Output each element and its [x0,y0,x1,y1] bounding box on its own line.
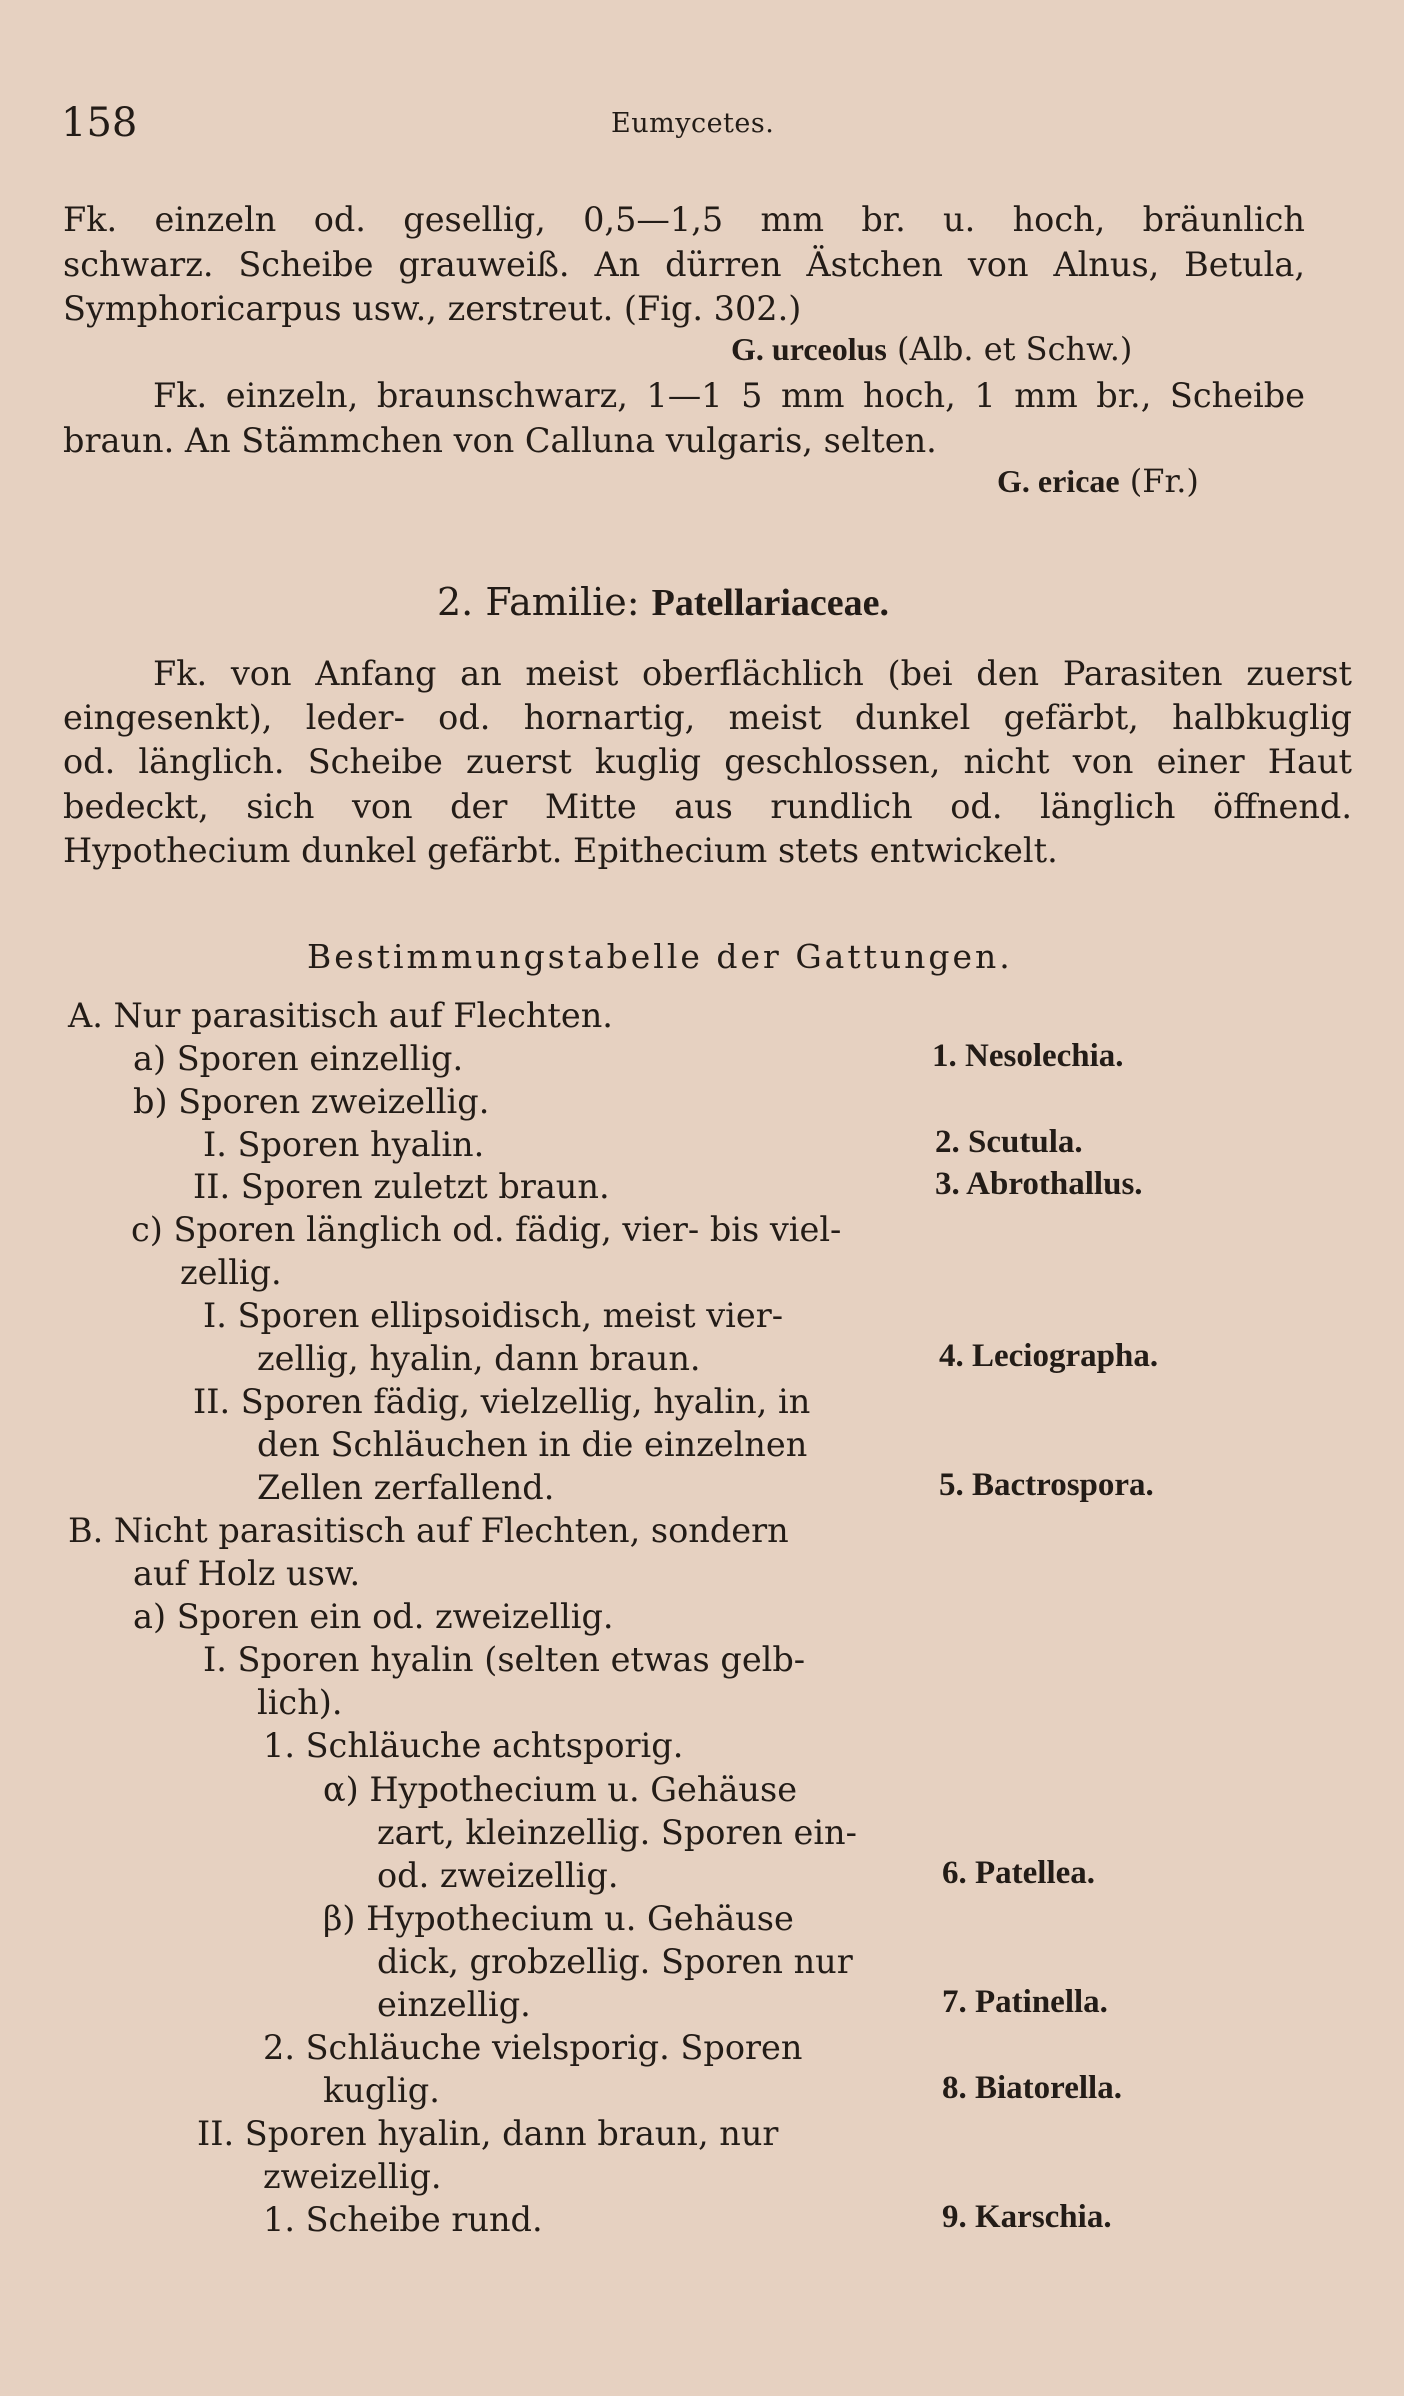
key-line: den Schläuchen in die einzelnen [257,1425,808,1464]
key-line: II. Sporen zuletzt braun. [193,1167,610,1206]
genus-result: 8. Biatorella. [942,2070,1122,2106]
key-line: dick, grobzellig. Sporen nur [377,1942,853,1981]
key-line: a) Sporen einzellig. [133,1039,464,1078]
family-desc-line-4: bedeckt, sich von der Mitte aus rundlich od. länglich öffnend. [63,787,1352,826]
key-line: I. Sporen ellipsoidisch, meist vier- [203,1296,784,1335]
species-genus: G. ericae [997,463,1120,499]
key-line: I. Sporen hyalin. [203,1125,485,1164]
entry-2-line-1: Fk. einzeln, braunschwarz, 1—1 5 mm hoch, 1 mm br., Scheibe [153,376,1305,415]
key-line: kuglig. [323,2071,440,2110]
family-desc-line-5: Hypothecium dunkel gefärbt. Epithecium stets entwickelt. [63,831,1058,870]
genus-result: 6. Patellea. [942,1855,1096,1891]
family-desc-line-2: eingesenkt), leder- od. hornartig, meist dunkel gefärbt, halbkuglig [63,698,1352,737]
entry-1-line-2: schwarz. Scheibe grauweiß. An dürren Ästchen von Alnus, Betula, [63,245,1305,284]
key-line: zellig, hyalin, dann braun. [257,1339,701,1378]
key-line: 1. Schläuche achtsporig. [263,1726,684,1765]
genus-result: 9. Karschia. [942,2199,1112,2235]
genus-result: 5. Bactrospora. [939,1467,1154,1503]
species-author: (Alb. et Schw.) [897,330,1133,368]
key-line: B. Nicht parasitisch auf Flechten, sondern [68,1511,789,1550]
family-desc-line-3: od. länglich. Scheibe zuerst kuglig geschlossen, nicht von einer Haut [63,742,1352,781]
entry-1-line-3: Symphoricarpus usw., zerstreut. (Fig. 302.) [63,289,802,328]
genus-result: 2. Scutula. [935,1124,1083,1160]
species-urceolus [731,330,1132,368]
key-line: zweizellig. [263,2157,442,2196]
genus-result: 7. Patinella. [942,1984,1108,2020]
key-line: zellig. [180,1253,282,1292]
key-line: α) Hypothecium u. Gehäuse [323,1770,798,1809]
genus-result: 3. Abrothallus. [935,1166,1143,1202]
family-heading [437,580,889,625]
key-line: β) Hypothecium u. Gehäuse [323,1899,794,1938]
key-line: Zellen zerfallend. [257,1468,555,1507]
family-prefix: 2. Familie: [437,580,640,624]
key-line: einzellig. [377,1985,531,2024]
family-desc-line-1: Fk. von Anfang an meist oberflächlich (bei den Parasiten zuerst [153,654,1352,693]
species-genus: G. urceolus [731,331,887,367]
entry-2-line-2: braun. An Stämmchen von Calluna vulgaris, selten. [63,421,937,460]
key-line: auf Holz usw. [133,1554,361,1593]
key-line: II. Sporen fädig, vielzellig, hyalin, in [193,1382,811,1421]
key-line: b) Sporen zweizellig. [133,1082,490,1121]
key-line: lich). [257,1683,343,1722]
key-line: c) Sporen länglich od. fädig, vier- bis viel- [131,1210,842,1249]
key-line: 2. Schläuche vielsporig. Sporen [263,2028,803,2067]
page-number: 158 [61,100,138,146]
key-table-title: Bestimmungstabelle der Gattungen. [307,937,1013,976]
running-title: Eumycetes. [611,108,775,139]
key-line: I. Sporen hyalin (selten etwas gelb- [203,1640,806,1679]
genus-result: 4. Leciographa. [939,1338,1159,1374]
family-name: Patellariaceae. [651,582,890,624]
genus-result: 1. Nesolechia. [932,1038,1124,1074]
species-ericae [997,462,1199,500]
key-line: a) Sporen ein od. zweizellig. [133,1597,614,1636]
key-line: od. zweizellig. [377,1856,619,1895]
key-line: 1. Scheibe rund. [263,2200,543,2239]
key-line: A. Nur parasitisch auf Flechten. [68,996,613,1035]
key-line: II. Sporen hyalin, dann braun, nur [197,2114,779,2153]
entry-1-line-1: Fk. einzeln od. gesellig, 0,5—1,5 mm br. u. hoch, bräunlich [63,200,1305,239]
key-line: zart, kleinzellig. Sporen ein- [377,1813,857,1852]
species-author: (Fr.) [1129,462,1199,500]
